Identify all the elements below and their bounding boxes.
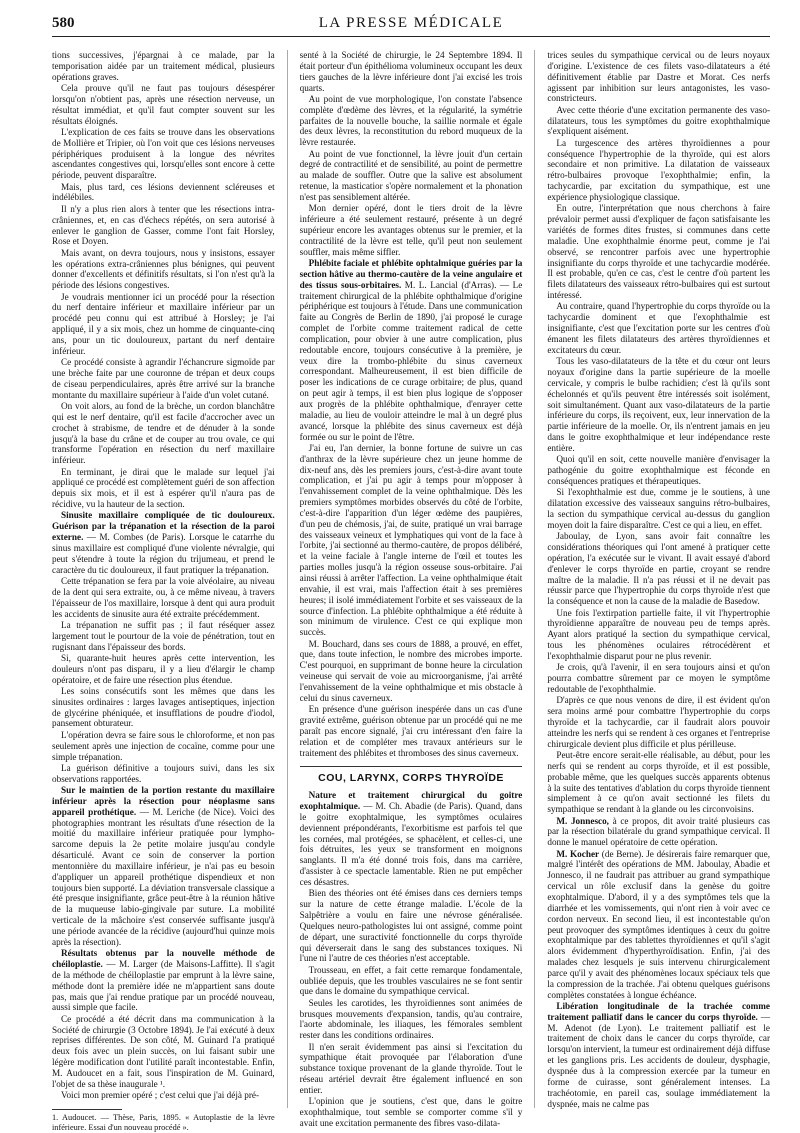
paragraph: Il n'y a plus rien alors à tenter que les résections intra-crâniennes, et, en cas d'échecs répétés, on sera autorisé à enlever le ganglion de Gasser, comme l'ont fait Horsley, Rose et Doyen.: [52, 203, 275, 247]
paragraph: Si, quarante-huit heures après cette intervention, les douleurs n'ont pas disparu, il y a lieu d'élargir le champ opératoire, et de faire une résection plus étendue.: [52, 652, 275, 685]
paragraph: Mais, plus tard, ces lésions deviennent scléreuses et indélébiles.: [52, 181, 275, 203]
paragraph: Mais avant, on devra toujours, nous y insistons, essayer les opérations extra-crâniennes plus bénignes, qui peuvent donner d'excellents et définitifs résultats, si l'on n'est qu'à la période des lésions congestives.: [52, 247, 275, 291]
paragraph: M. Bouchard, dans ses cours de 1888, a prouvé, en effet, que, dans toute infection, le nombre des microbes importe. C'est pourquoi, en supprimant de bonne heure la circulation veineuse qui servait de voie au microorganisme, j'ai arrêté l'envahissement de la veine ophthalmique et mis obstacle à celui du sinus caverneux.: [299, 638, 523, 703]
paragraph: Voici mon premier opéré ; c'est celui que j'ai déjà pré-: [61, 1090, 260, 1101]
communication-jonnesco: [547, 816, 770, 849]
paragraph: Mon dernier opéré, dont le tiers droit de la lèvre inférieure a été seulement restauré, présente à un degré supérieur encore les avantages obtenus sur le premier, et la contractilité de la lèvre est telle, qu'il peut non seulement souffler, mais même siffler.: [299, 203, 523, 257]
paragraph: En outre, l'interprétation que nous cherchons à faire prévaloir permet aussi d'expliquer de façon satisfaisante les variétés de formes dites frustes, si communes dans cette maladie. Une exophthalmie énorme peut, comme je l'ai observé, se rencontrer parfois avec une hypertrophie insignifiante du corps thyroïde et une tachycardie modérée. Il est probable, qu'en ce cas, c'est le centre d'où partent les filets dilatateurs des vaisseaux rétro-bulbaires qui est surtout intéressé.: [547, 203, 771, 301]
communication-title: M. Jonnesco,: [556, 815, 609, 826]
communication-title: Sur le maintien de la portion restante du maxillaire inférieur après la résection pour néoplasme sans appareil prothétique.: [52, 785, 275, 817]
paragraph: Quoi qu'il en soit, cette nouvelle manière d'envisager la pathogénie du goitre exophthalmique est féconde en conséquences pratiques et thérapeutiques.: [547, 454, 771, 486]
communication-body: M. L. Lancial (d'Arras). — Le traitement chirurgical de la phlébite ophthalmique d'origine périphérique est toujours à l'étude. Dans une communication faite au Congrès de Berlin de 1890, j'ai proposé le curage complet de l'orbite comme traitement radical de cette complication, pour obvier à une autre complication, plus redoutable encore, toujours consécutive à la première, je veux dire la trombo-phlébite du sinus caverneux correspondant. Malheureusement, il est bien difficile de poser les indications de ce curage orbitaire; de plus, quand on peut agir à temps, il est bien plus logique de s'opposer aux progrès de la phlébite ophthalmique, d'enrayer cette maladie, au lieu de vouloir atteindre le mal à un degré plus avancé, lorsque la phlébite des sinus caverneux est déjà formée ou sur le point de l'être.: [299, 279, 523, 442]
paragraph: Cette trépanation se fera par la voie alvéolaire, au niveau de la dent qui sera extraite, ou, à ce même niveau, à travers l'épaisseur de l'os maxillaire, lorsque à dent qui aura produit les accidents de sinusite aura été extraite précédemment.: [52, 576, 275, 619]
communication-title: Nature et traitement chirurgical du goitre exophtalmique.: [299, 790, 523, 812]
column-divider: [287, 50, 288, 1108]
paragraph: Ce procédé consiste à agrandir l'échancrure sigmoïde par une brèche faite par une couronne de trépan et deux coups de ciseau perpendiculaires, après être arrivé sur la branche montante du maxillaire supérieur à l'aide d'un volet cutané.: [52, 357, 275, 400]
running-header: [52, 14, 770, 37]
paragraph: L'explication de ces faits se trouve dans les observations de Mollière et Tripier, où l'on voit que ces lésions nerveuses périphériques produisent à la longue des névrites ascendantes congestives qui, lorsqu'elles sont encore à cette période, peuvent disparaître.: [52, 126, 275, 181]
paragraph: Je voudrais mentionner ici un procédé pour la résection du nerf dentaire inférieur et maxillaire inférieur par un procédé peu connu qui est attribué à Horsley; je l'ai appliqué, il y a six mois, chez un homme de cinquante-cinq ans, pour un tic douloureux, partant du nerf dentaire inférieur.: [52, 291, 275, 356]
paragraph: En terminant, je dirai que le malade sur lequel j'ai appliqué ce procédé est complètement guéri de son affection depuis six mois, et il est à espérer qu'il n'aura pas de récidive, vu la hauteur de la section.: [52, 466, 275, 510]
paragraph: En présence d'une guérison inespérée dans un cas d'une gravité extrême, guérison obtenue par un procédé qui ne me paraît pas encore signalé, j'ai cru intéressant d'en faire la relation et de compléter mes travaux antérieurs sur le traitement des phlébites et thromboses des sinus caverneux.: [299, 704, 523, 758]
column-3: [547, 50, 770, 1108]
communication-body: à ce propos, dit avoir traité plusieurs cas par la résection bilatérale du grand sympathique cervical. Il donne le manuel opératoire de cette opération.: [547, 815, 771, 848]
paragraph: La trépanation ne suffit pas ; il faut réséquer assez largement tout le pourtour de la voie de pénétration, tout en rugisnant dans l'épaisseur des bords.: [52, 619, 275, 652]
paragraph: Les soins consécutifs sont les mêmes que dans les sinusites ordinaires : larges lavages antiseptiques, injection de glycérine phéniquée, et insufflations de poudre d'iodol, pansement obturateur.: [52, 685, 275, 729]
communication-cheiloplastie: [52, 948, 275, 1013]
communication-body: — M. Larger (de Maisons-Laffitte). Il s'agit de la méthode de chéiloplastie par emprunt à la lèvre saine, méthode dont la première idée ne m'appartient sans doute pas, mais que j'ai rendue pratique par un procédé nouveau, aussi simple que facile.: [52, 959, 275, 1013]
page-number: 580: [52, 15, 75, 31]
paragraph: Avec cette théorie d'une excitation permanente des vaso-dilatateurs, tous les symptômes du goitre exophthalmique s'expliquent aisément.: [547, 104, 771, 137]
communication-title: M. Kocher: [556, 848, 600, 859]
communication-title: Phlébite faciale et phlébite ophtalmique guéries par la section hâtive au thermo-cautère de la veine angulaire et des tissus sous-orbitaires.: [299, 258, 523, 290]
paragraph: L'opinion que je soutiens, c'est que, dans le goitre exophthalmique, tout semble se comporter comme s'il y avait une excitation permanente des fibres vaso-dilata-: [299, 1096, 523, 1128]
column-1: [52, 50, 275, 1132]
paragraph: La turgescence des artères thyroïdiennes a pour conséquence l'hypertrophie de la thyroïde, qui est alors secondaire et non primitive. La dilatation de vaisseaux rétro-bulbaires provoque l'exophthalmie; enfin, la tachycardie, par excitation du sympathique, est une expérience physiologique classique.: [547, 137, 771, 202]
paragraph: Ce procédé a été décrit dans ma communication à la Société de chirurgie (3 Octobre 1894). Je l'ai exécuté à deux reprises différentes. De son côté, M. Guinard l'a pratiqué deux fois avec un plein succès, on lui faisant subir une légère modification dont l'utilité paraît incontestable. Enfin, M. Audoucet en a fait, sous l'inspiration de M. Guinard, l'objet de sa thèse inaugurale ¹.: [52, 1013, 275, 1089]
communication-kocher: [547, 849, 770, 1001]
footnote-rule: [52, 1109, 122, 1110]
paragraph: Tous les vaso-dilatateurs de la tête et du cœur ont leurs noyaux d'origine dans la partie supérieure de la moelle cervicale, y compris le bulbe rachidien; c'est là qu'ils sont échelonnés et qu'ils peuvent être intéressés soit isolément, soit simultanément. Quant aux vaso-dilatateurs de la partie inférieure du corps, ils reçoivent, eux, leur innervation de la partie inférieure de la moelle. Or, ils n'entrent jamais en jeu dans le goitre exophthalmique et leur indépendance reste entière.: [547, 356, 771, 453]
column-divider: [534, 50, 535, 1108]
communication-title: Libération longitudinale de la trachée comme traitement palliatif dans le cancer du corps thyroïde.: [547, 1000, 771, 1022]
paragraph: Je crois, qu'à l'avenir, il en sera toujours ainsi et qu'on pourra combattre sûrement par ce moyen le symptôme redoutable de l'exophthalmie.: [547, 662, 771, 694]
communication-title: Résultats obtenus par la nouvelle méthode de chéiloplastie.: [52, 948, 275, 970]
text-columns: [52, 50, 771, 1132]
paragraph: Seules les carotides, les thyroïdiennes sont animées de brusques mouvements d'expansion, tandis, qu'au contraire, l'aorte abdominale, les iliaques, les fémorales semblent rester dans les conditions ordinaires.: [299, 997, 523, 1041]
paragraph: Bien des théories ont été émises dans ces derniers temps sur la nature de cette étrange maladie. L'école de la Salpêtrière a voulu en faire une névrose généralisée. Quelques neuro-pathologistes lui ont assigné, comme point de départ, une suractivité fonctionnelle du corps thyroïde qui déverserait dans le sang des substances toxiques. Ni l'une ni l'autre de ces théories n'est acceptable.: [299, 888, 523, 964]
communication-body: — M. Leriche (de Nice). Voici des photographies montrant les résultats d'une résection de la moitié du maxillaire inférieur pratiquée pour lympho-sarcome depuis la 2e petite molaire jusqu'au condyle désarticulé. Avant ce soin de conserver la portion mentonnière du maxillaire inférieur, je n'ai pas eu besoin d'appliquer un appareil prothétique dispendieux et non toujours bien supporté. La déviation transversale classique a été presque insignifiante, grâce peut-être à la réunion hâtive de la muqueuse labio-gingivale par suture. La mobilité verticale de la mâchoire s'est conservée suffisante jusqu'à une période avancée de la récidive (aujourd'hui quinze mois après la résection).: [52, 806, 275, 947]
paragraph: Peut-être encore serait-elle réalisable, au début, pour les nerfs qui se rendent au corps thyroïde, et il est possible, probable même, que les quelques succès apparents obtenus à la suite des tentatives d'ablation du corps thyroïde tiennent simplement à ce qu'on avait sectionné les filets du sympathique se rendant à la glande ou les circonvoisins.: [547, 750, 771, 815]
paragraph: trices seules du sympathique cervical ou de leurs noyaux d'origine. L'existence de ces filets vaso-dilatateurs a été définitivement établie par Dastre et Morat. Ces nerfs agissent par inhibition sur leurs antagonistes, les vaso-constricteurs.: [547, 50, 771, 104]
communication-body: — M. Adenot (de Lyon). Le traitement palliatif est le traitement de choix dans le cancer du corps thyroïde, car lorsqu'on intervient, la tumeur est ordinairement déjà diffuse et les ganglions pris. Les accidents de douleur, dysphagie, dyspnée dus à la compression exercée par la tumeur en forme de cuirasse, sont généralement intenses. La trachéotomie, en pareil cas, soulage immédiatement la dyspnée, mais ne calme pas: [547, 1011, 771, 1109]
paragraph: D'après ce que nous venons de dire, il est évident qu'on sera moins armé pour combattre l'hypertrophie du corps thyroïde et la tachycardie, car il faudrait alors pouvoir atteindre les nerfs qui se rendent à ces organes et l'entreprise chirurgicale devient plus difficile et plus périlleuse.: [547, 695, 771, 749]
communication-phlebite: [300, 258, 523, 442]
paragraph: Une fois l'extirpation partielle faite, il vit l'hypertrophie thyroïdienne apparaître de nouveau peu de temps après. Ayant alors pratiqué la section du sympathique cervical, tous les phénomènes oculaires rétrocédèrent et l'exophthalmie disparut pour ne plus revenir.: [547, 607, 771, 661]
footnote: 1. Audoucet. — Thèse, Paris, 1895. « Autoplastie de la lèvre inférieure. Essai d'un nouveau procédé ».: [52, 1113, 275, 1132]
paragraph: Au point de vue morphologique, l'on constate l'absence complète d'œdème des lèvres, et la régularité, la symétrie parfaites de la nouvelle bouche, la saillie normale et égale des deux lèvres, la reconstitution du rebord muqueux de la lèvre restaurée.: [299, 93, 523, 148]
communication-body: — M. Ch. Abadie (de Paris). Quand, dans le goitre exophtalmique, les symptômes oculaires deviennent prépondérants, l'exorbitisme est parfois tel que les cornées, mal protégées, se sphacèlent, et celles-ci, une fois détruites, les yeux se transforment en moignons sanglants. Il m'a été donné trois fois, dans ma carrière, d'assister à ce spectacle lamentable. Rien ne put empêcher ces désastres.: [299, 801, 523, 887]
communication-sinusite: [52, 510, 275, 575]
paragraph: Au point de vue fonctionnel, la lèvre jouit d'un certain degré de contractilité et de sensibilité, au point de permettre au malade de souffler. Outre que la salive est absolument retenue, la masticatior s'opère normalement et la phonation n'est pas sensiblement altérée.: [299, 148, 523, 202]
communication-title: Sinusite maxillaire compliquée de tic douloureux. Guérison par la trépanation et la résection de la paroi externe.: [52, 510, 275, 543]
communication-body: — M. Combes (de Paris). Lorsque le catarrhe du sinus maxillaire est compliqué d'une violente névralgie, qui peut s'étendre à toute la région du trijumeau, et prend le caractère du tic douloureux, il faut pratiquer la trépanation.: [52, 532, 275, 575]
communication-goitre: [300, 790, 523, 888]
paragraph: L'opération devra se faire sous le chloroforme, et non pas seulement après une injection de cocaïne, comme pour une simple trépanation.: [52, 729, 275, 762]
communication-maxillaire: [52, 785, 275, 948]
paragraph: On voit alors, au fond de la brèche, un cordon blanchâtre qui est le nerf dentaire, qu'il est facile d'accrocher avec un crochet à strabisme, de tendre et de dénuder à la sonde jusqu'à la base du crâne et de couper au trou ovale, ce qui transforme l'opération en résection du nerf maxillaire inférieur.: [52, 401, 275, 466]
paragraph: Trousseau, en effet, a fait cette remarque fondamentale, oubliée depuis, que les troubles vasculaires ne se font sentir que dans le domaine du sympathique cervical.: [299, 964, 523, 997]
paragraph: tions successives, j'épargnai à ce malade, par la temporisation aidée par un traitement médical, plusieurs opérations graves.: [52, 50, 275, 82]
paragraph: Il n'en serait évidemment pas ainsi si l'excitation du sympathique était provoquée par l'élaboration d'une substance toxique provenant de la glande thyroïde. Tout le réseau artériel devrait être également influencé en son entier.: [299, 1041, 523, 1095]
paragraph: Cela prouve qu'il ne faut pas toujours désespérer lorsqu'on n'obtient pas, après une résection nerveuse, un résultat immédiat, et qu'il faut compter souvent sur les résultats éloignés.: [52, 83, 275, 126]
paragraph: La guérison définitive a toujours suivi, dans les six observations rapportées.: [52, 762, 275, 784]
column-2: [299, 50, 523, 1128]
communication-trachee: [547, 1001, 770, 1109]
paragraph: Au contraire, quand l'hypertrophie du corps thyroïde ou la tachycardie dominent et que l'exophthalmie est insignifiante, c'est que l'excitation porte sur les centres d'où émanent les filets dilatateurs des artères thyroïdiennes et excitateurs du cœur.: [547, 301, 771, 355]
paragraph: Jaboulay, de Lyon, sans avoir fait connaître les considérations théoriques qui l'ont amené à pratiquer cette opération, l'a exécutée sur le vivant. Il avait essayé d'abord d'enlever le corps thyroïde en partie, croyant se rendre maître de la maladie. Il n'a pas réussi et il ne devait pas réussir parce que l'hypertrophie du corps thyroïde n'est que la conséquence et non la cause de la maladie de Basedow.: [547, 531, 771, 607]
paragraph: senté à la Société de chirurgie, le 24 Septembre 1894. Il était porteur d'un épithélioma volumineux occupant les deux tiers gauches de la lèvre inférieure dont j'ai excisé les trois quarts.: [299, 50, 523, 93]
paragraph: J'ai eu, l'an dernier, la bonne fortune de suivre un cas d'anthrax de la lèvre supérieure chez un jeune homme de dix-neuf ans, dès les premiers jours, c'est-à-dire avant toute complication, et j'ai pu agir à temps pour m'opposer à l'envahissement complet de la veine ophthalmique. Dès les premiers symptômes morbides observés du côté de l'orbite, c'est-à-dire l'apparition d'un léger œdème des paupières, d'un peu de chémosis, j'ai, de suite, pratiqué un vrai barrage des vaisseaux veineux et lymphatiques qui vont de la face à l'orbite, j'ai sectionné au thermo-cautère, de propos délibéré, et la veine faciale à l'angle interne de l'œil et toutes les parties molles jusqu'à la région osseuse sous-orbitaire. J'ai ainsi réussi à arrêter l'affection. La veine ophthalmique était envahie, il est vrai, mais l'affection était à ses premières heures; il isolé immédiatement l'orbite et ses vaisseaux de la source d'infection. La phlébite ophthalmique a été réduite à son minimum de virulence. C'est ce qui explique mon succès.: [299, 442, 523, 638]
section-heading: COU, LARYNX, CORPS THYROÏDE: [300, 766, 523, 784]
communication-body: (de Berne). Je désirerais faire remarquer que, malgré l'intérêt des opérations de MM. Jaboulay, Abadie et Jonnesco, il ne faudrait pas attribuer au grand sympathique cervical un rôle exclusif dans la genèse du goitre exophtalmique. D'abord, il y a des symptômes tels que la diarrhée et les vomissements, qui n'ont rien à voir avec ce cordon nerveux. En second lieu, il est incontestable qu'on peut provoquer des symptômes identiques à ceux du goitre exophtalmique par des tablettes thyroïdiennes et qu'il s'agit alors évidemment d'hyperthyroïdisation. Enfin, j'ai des malades chez lesquels je suis intervenu chirurgicalement parce qu'il y avait des phénomènes locaux spéciaux tels que la compression de la trachée. J'ai obtenu quelques guérisons complètes constatées à longue échéance.: [547, 848, 771, 1000]
running-title: LA PRESSE MÉDICALE: [318, 15, 504, 31]
paragraph: Si l'exophthalmie est due, comme je le soutiens, à une dilatation excessive des vaisseaux sanguins rétro-bulbaires, la section du sympathique cervical au-dessus du ganglion moyen doit la faire disparaître. C'est ce qui a lieu, en effet.: [547, 487, 771, 530]
